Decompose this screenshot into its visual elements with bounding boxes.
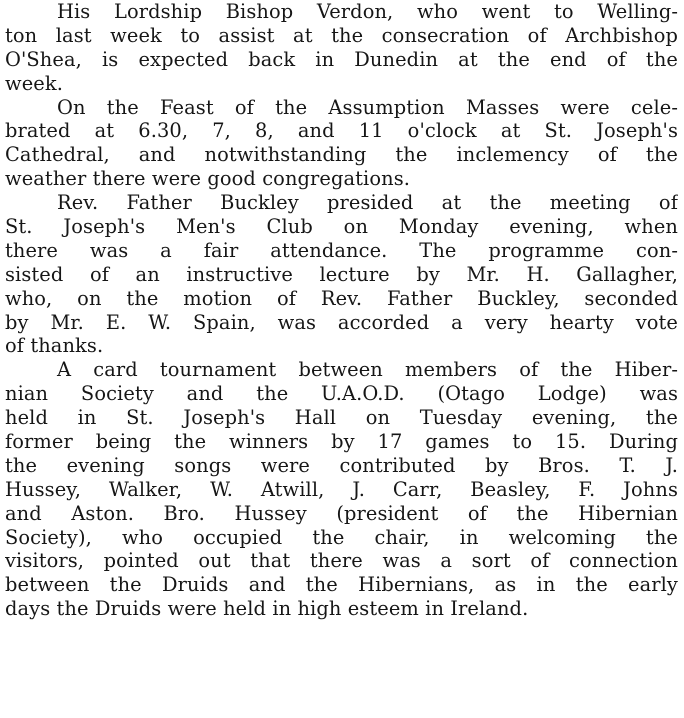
- text-line: O'Shea, is expected back in Dunedin at the end of the: [5, 47, 678, 71]
- text-line: On the Feast of the Assumption Masses were cele-: [57, 95, 678, 119]
- text-line: Society), who occupied the chair, in welcoming the: [5, 525, 678, 549]
- text-line: A card tournament between members of the Hiber-: [57, 358, 678, 382]
- text-line: and Aston. Bro. Hussey (president of the Hibernian: [5, 501, 678, 525]
- text-line: week.: [5, 71, 63, 95]
- text-line: between the Druids and the Hibernians, as in the early: [5, 573, 678, 597]
- text-line: St. Joseph's Men's Club on Monday evening, when: [5, 215, 678, 239]
- paragraph-bishop-verdon: [5, 0, 678, 96]
- text-line: of thanks.: [5, 334, 104, 358]
- text-line: former being the winners by 17 games to 15. During: [5, 430, 678, 454]
- text-line: visitors, pointed out that there was a sort of connection: [5, 549, 678, 573]
- paragraph-mens-club: [5, 191, 678, 358]
- text-line: who, on the motion of Rev. Father Buckley, seconded: [5, 286, 678, 310]
- text-line: there was a fair attendance. The programme con-: [5, 238, 678, 262]
- text-line: sisted of an instructive lecture by Mr. H. Gallagher,: [5, 262, 678, 286]
- text-line: ton last week to assist at the consecration of Archbishop: [5, 23, 678, 47]
- text-line: brated at 6.30, 7, 8, and 11 o'clock at St. Joseph's: [5, 119, 678, 143]
- text-line: weather there were good congregations.: [5, 167, 411, 191]
- text-line: Hussey, Walker, W. Atwill, J. Carr, Beasley, F. Johns: [5, 477, 678, 501]
- text-line: the evening songs were contributed by Bros. T. J.: [5, 453, 678, 477]
- text-line: days the Druids were held in high esteem in Ireland.: [5, 597, 529, 621]
- text-line: held in St. Joseph's Hall on Tuesday evening, the: [5, 406, 678, 430]
- text-line: Rev. Father Buckley presided at the meeting of: [57, 191, 678, 215]
- paragraph-card-tournament: [5, 358, 678, 621]
- text-line: Cathedral, and notwithstanding the inclemency of the: [5, 143, 678, 167]
- text-line: nian Society and the U.A.O.D. (Otago Lodge) was: [5, 382, 678, 406]
- text-line: by Mr. E. W. Spain, was accorded a very hearty vote: [5, 310, 678, 334]
- paragraph-feast-assumption: [5, 96, 678, 192]
- text-line: His Lordship Bishop Verdon, who went to Welling-: [57, 0, 678, 23]
